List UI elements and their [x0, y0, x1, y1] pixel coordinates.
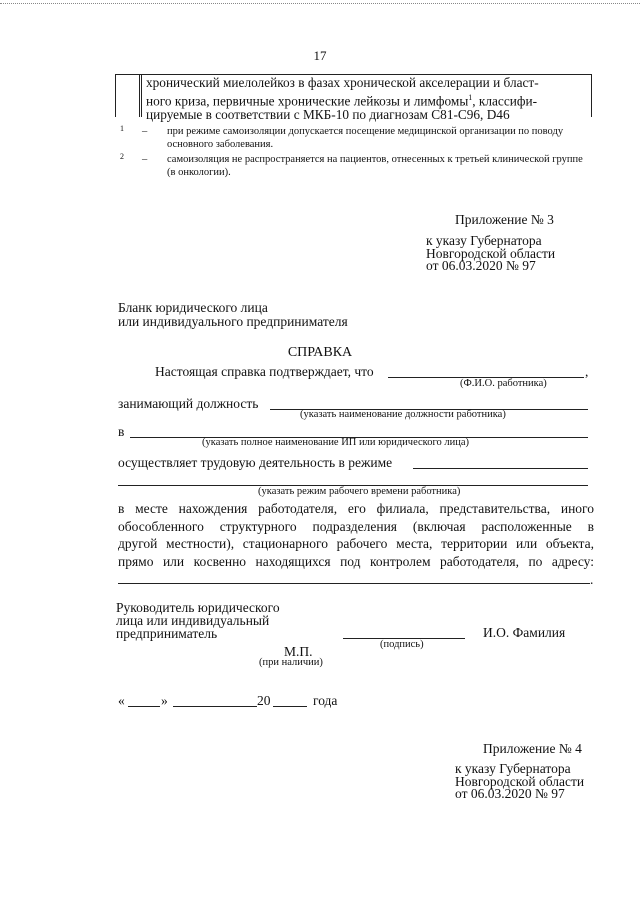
address-end-dot: .: [590, 572, 594, 587]
date-year-suffix: года: [313, 693, 338, 708]
table-text-line1: хронический миелолейкоз в фазах хронической акселерации и бласт-: [146, 75, 539, 90]
address-paragraph: [118, 500, 594, 570]
footnote-dash: –: [142, 154, 148, 165]
org-hint: (указать полное наименование ИП или юридического лица): [202, 437, 470, 448]
fio-hint: (Ф.И.О. работника): [460, 378, 547, 389]
position-label: занимающий должность: [118, 396, 259, 411]
table-cell-number: [116, 75, 140, 117]
date-year-prefix: 20: [257, 693, 271, 708]
paragraph-line-1: в месте нахождения работодателя, его филиала, представительства, иного: [118, 501, 594, 516]
footnote-ref-1: 1: [468, 92, 473, 102]
diagnosis-table-row: [115, 74, 592, 123]
appendix-4-title: Приложение № 4: [483, 741, 582, 756]
address-field-line: [118, 583, 590, 584]
footnote-number: 1: [120, 124, 124, 133]
signatory-name: И.О. Фамилия: [483, 625, 566, 640]
table-cell-text: [146, 76, 586, 123]
work-mode-label: осуществляет трудовую деятельность в режиме: [118, 455, 393, 470]
table-cell-divider: [141, 75, 142, 117]
table-text-line2: ного криза, первичные хронические лейкозы и лимфомы$^1$, классифи-: [146, 92, 538, 108]
confirm-text: Настоящая справка подтверждает, что: [155, 364, 374, 379]
footnote-number: 2: [120, 152, 124, 161]
footnote-2: [120, 154, 600, 180]
appendix-4-decree: к указу Губернатора Новгородской области от 06.03.2020 № 97: [455, 761, 585, 801]
work-mode-hint: (указать режим рабочего времени работника): [258, 486, 461, 497]
date-month-line: [173, 706, 257, 707]
signatory-title: Руководитель юридического лица или индивидуальный предприниматель: [116, 600, 280, 641]
stamp-label: М.П.: [284, 644, 313, 659]
date-year-line: [273, 706, 307, 707]
certificate-heading: СПРАВКА: [287, 345, 353, 360]
date-close-quote: »: [161, 693, 168, 708]
position-hint: (указать наименование должности работника): [300, 409, 506, 420]
letterhead-placeholder: Бланк юридического лица или индивидуального предпринимателя: [118, 300, 348, 329]
appendix-3-title: Приложение № 3: [455, 212, 554, 227]
signature-hint: (подпись): [380, 639, 424, 650]
paragraph-line-2: обособленного структурного подразделения (включая расположенные в: [118, 518, 594, 534]
date-day-line: [128, 706, 160, 707]
paragraph-line-4: прямо или косвенно находящихся под контролем работодателя, по адресу:: [118, 553, 594, 569]
page-number: 17: [313, 48, 327, 63]
confirm-comma: ,: [585, 364, 589, 379]
appendix-3-decree: к указу Губернатора Новгородской области от 06.03.2020 № 97: [426, 233, 556, 273]
page-top-border: [0, 3, 640, 4]
table-text-line3: цируемые в соответствии с МКБ-10 по диагнозам C81-C96, D46: [146, 107, 510, 123]
stamp-note: (при наличии): [259, 657, 323, 668]
footnote-text: при режиме самоизоляции допускается посещение медицинской организации по поводу основного заболевания.: [167, 126, 564, 150]
work-mode-field-line: [413, 468, 588, 469]
footnote-text: самоизоляция не распространяется на пациентов, отнесенных к третьей клинической группе (в онкологии).: [167, 154, 583, 178]
footnote-1: [120, 126, 600, 152]
org-in-label: в: [118, 424, 125, 439]
paragraph-line-3: другой местности), стационарного рабочего места, территории или объекта,: [118, 536, 594, 551]
date-open-quote: «: [118, 693, 125, 708]
footnote-dash: –: [142, 126, 148, 137]
